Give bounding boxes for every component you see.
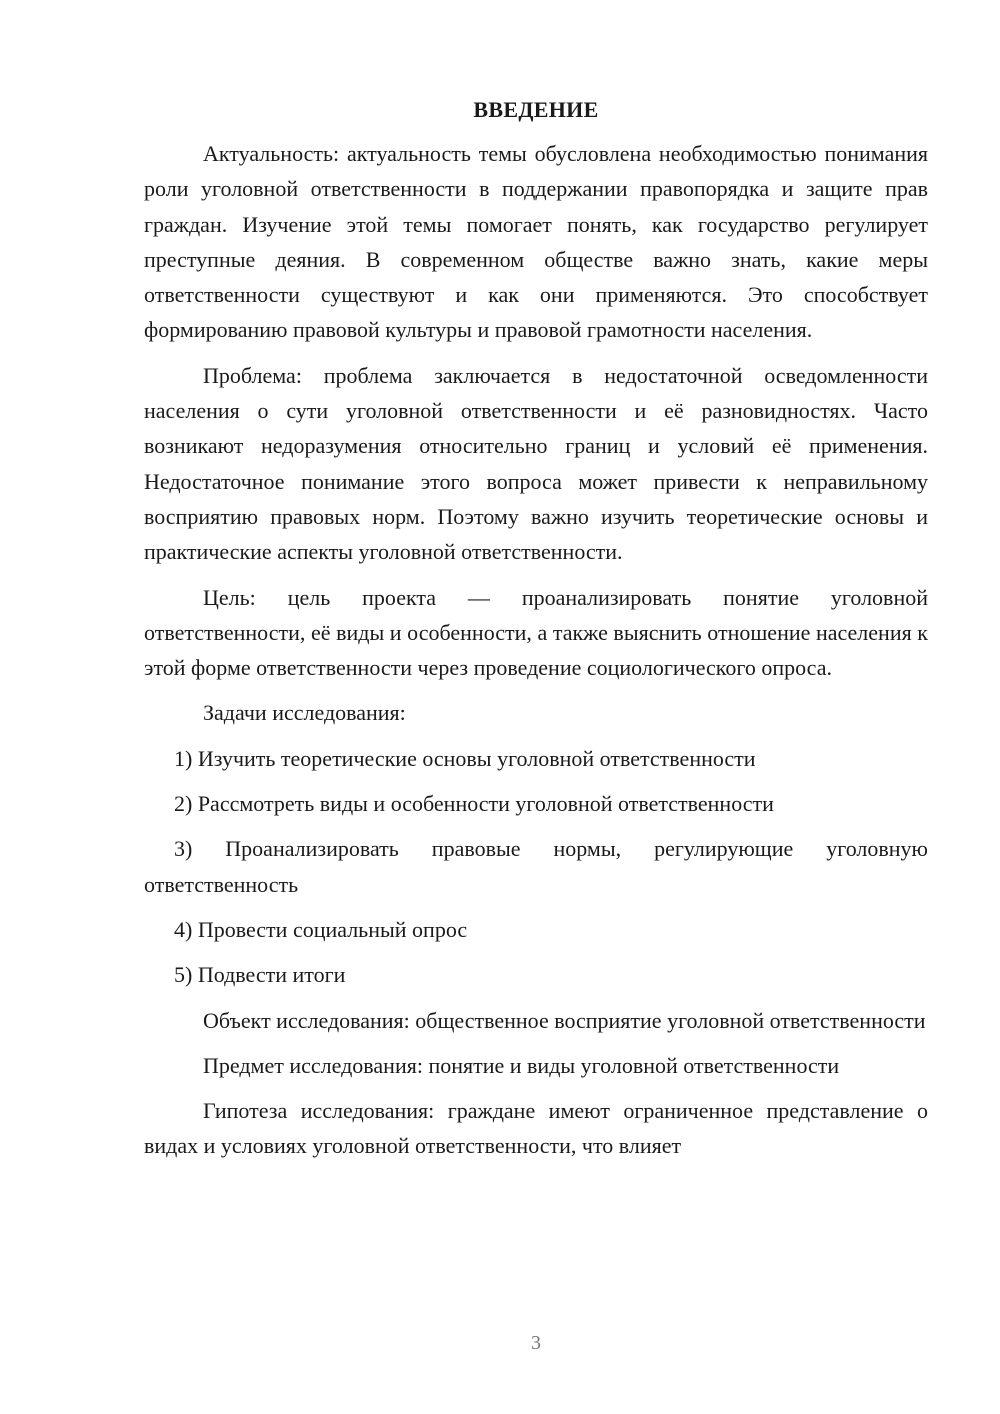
- task-item: 2) Рассмотреть виды и особенности уголовной ответственности: [174, 791, 774, 817]
- paragraph-object: Объект исследования: общественное восприятие уголовной ответственности: [203, 1007, 926, 1033]
- paragraph-hypothesis: Гипотеза исследования: граждане имеют ограниченное представление о видах и условиях уголовной ответственности, что влияет: [144, 1098, 928, 1159]
- task-item: 3) Проанализировать правовые нормы, регулирующие уголовную ответственность: [144, 836, 928, 897]
- section-heading: ВВЕДЕНИЕ: [473, 97, 599, 122]
- paragraph-relevance: Актуальность: актуальность темы обусловлена необходимостью понимания роли уголовной ответственности в поддержании правопорядка и защите прав граждан. Изучение этой темы помогает понять, как государство регулирует преступные деяния. В современном обществе важно знать, какие меры ответственности существуют и как они применяются. Это способствует формированию правовой культуры и правовой грамотности населения.: [144, 141, 928, 343]
- task-item: 4) Провести социальный опрос: [174, 916, 468, 942]
- page-number: 3: [531, 1332, 541, 1354]
- task-item: 1) Изучить теоретические основы уголовной ответственности: [174, 745, 756, 771]
- document-page: [144, 92, 928, 1174]
- paragraph-subject: Предмет исследования: понятие и виды уголовной ответственности: [203, 1052, 840, 1078]
- paragraph-goal: Цель: цель проекта — проанализировать понятие уголовной ответственности, её виды и особенности, а также выяснить отношение населения к этой форме ответственности через проведение социологического опроса.: [144, 584, 928, 681]
- task-item: 5) Подвести итоги: [174, 962, 346, 988]
- paragraph-problem: Проблема: проблема заключается в недостаточной осведомленности населения о сути уголовной ответственности и её разновидностях. Часто возникают недоразумения относительно границ и условий её применения. Недостаточное понимание этого вопроса может привести к неправильному восприятию правовых норм. Поэтому важно изучить теоретические основы и практические аспекты уголовной ответственности.: [144, 362, 928, 565]
- paragraph-tasks-heading: Задачи исследования:: [203, 700, 406, 726]
